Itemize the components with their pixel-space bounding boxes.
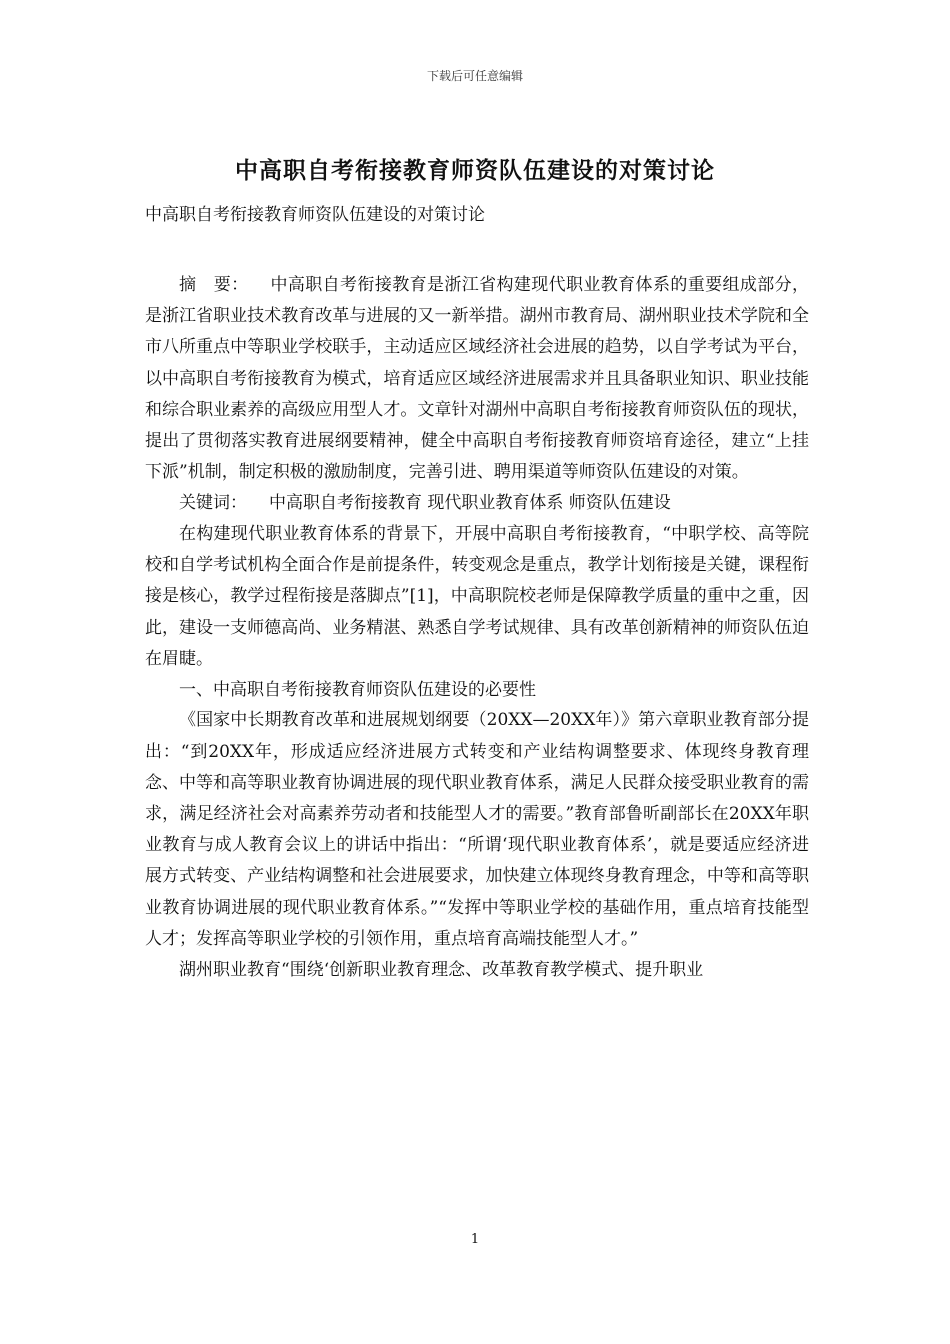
document-body	[145, 270, 809, 986]
keywords-text: 中高职自考衔接教育 现代职业教育体系 师资队伍建设	[269, 493, 671, 514]
abstract-label: 摘 要：	[179, 275, 249, 295]
document-title: 中高职自考衔接教育师资队伍建设的对策讨论	[235, 158, 715, 184]
section-1-paragraph: 《国家中长期教育改革和进展规划纲要（20XX—20XX年）》第六章职业教育部分提出：“到20XX年，形成适应经济进展方式转变和产业结构调整要求、体现终身教育理念、中等和高等职业教育协调进展的现代职业教育体系，满足人民群众接受职业教育的需求，满足经济社会对高素养劳动者和技能型人才的需要。”教育部鲁昕副部长在20XX年职业教育与成人教育会议上的讲话中指出：“所谓‘现代职业教育体系’，就是要适应经济进展方式转变、产业结构调整和社会进展要求，加快建立体现终身教育理念，中等和高等职业教育协调进展的现代职业教育体系。”“发挥中等职业学校的基础作用，重点培育技能型人才；发挥高等职业学校的引领作用，重点培育高端技能型人才。”	[145, 710, 809, 949]
document-subtitle: 中高职自考衔接教育师资队伍建设的对策讨论	[145, 205, 485, 225]
page-number: 1	[470, 1232, 480, 1247]
abstract-text: 中高职自考衔接教育是浙江省构建现代职业教育体系的重要组成部分，是浙江省职业技术教育改革与进展的又一新举措。湖州市教育局、湖州职业技术学院和全市八所重点中等职业学校联手，主动适应区域经济社会进展的趋势，以自学考试为平台，以中高职自考衔接教育为模式，培育适应区域经济进展需求并且具备职业知识、职业技能和综合职业素养的高级应用型人才。文章针对湖州中高职自考衔接教育师资队伍的现状，提出了贯彻落实教育进展纲要精神，健全中高职自考衔接教育师资培育途径，建立“上挂下派”机制，制定积极的激励制度，完善引进、聘用渠道等师资队伍建设的对策。	[145, 275, 810, 483]
last-paragraph: 湖州职业教育“围绕‘创新职业教育理念、改革教育教学模式、提升职业	[179, 960, 704, 981]
intro-paragraph: 在构建现代职业教育体系的背景下，开展中高职自考衔接教育，“中职学校、高等院校和自学考试机构全面合作是前提条件，转变观念是重点，教学计划衔接是关键，课程衔接是核心，教学过程衔接是落脚点”[1]，中高职院校老师是保障教学质量的重中之重，因此，建设一支师德高尚、业务精湛、熟悉自学考试规律、具有改革创新精神的师资队伍迫在眉睫。	[145, 523, 809, 669]
page-header: 下载后可任意编辑	[426, 69, 523, 83]
abstract-paragraph	[145, 270, 809, 488]
section-1-heading: 一、中高职自考衔接教育师资队伍建设的必要性	[179, 679, 536, 700]
keywords-label: 关键词：	[179, 493, 247, 514]
keywords-paragraph	[145, 488, 809, 519]
